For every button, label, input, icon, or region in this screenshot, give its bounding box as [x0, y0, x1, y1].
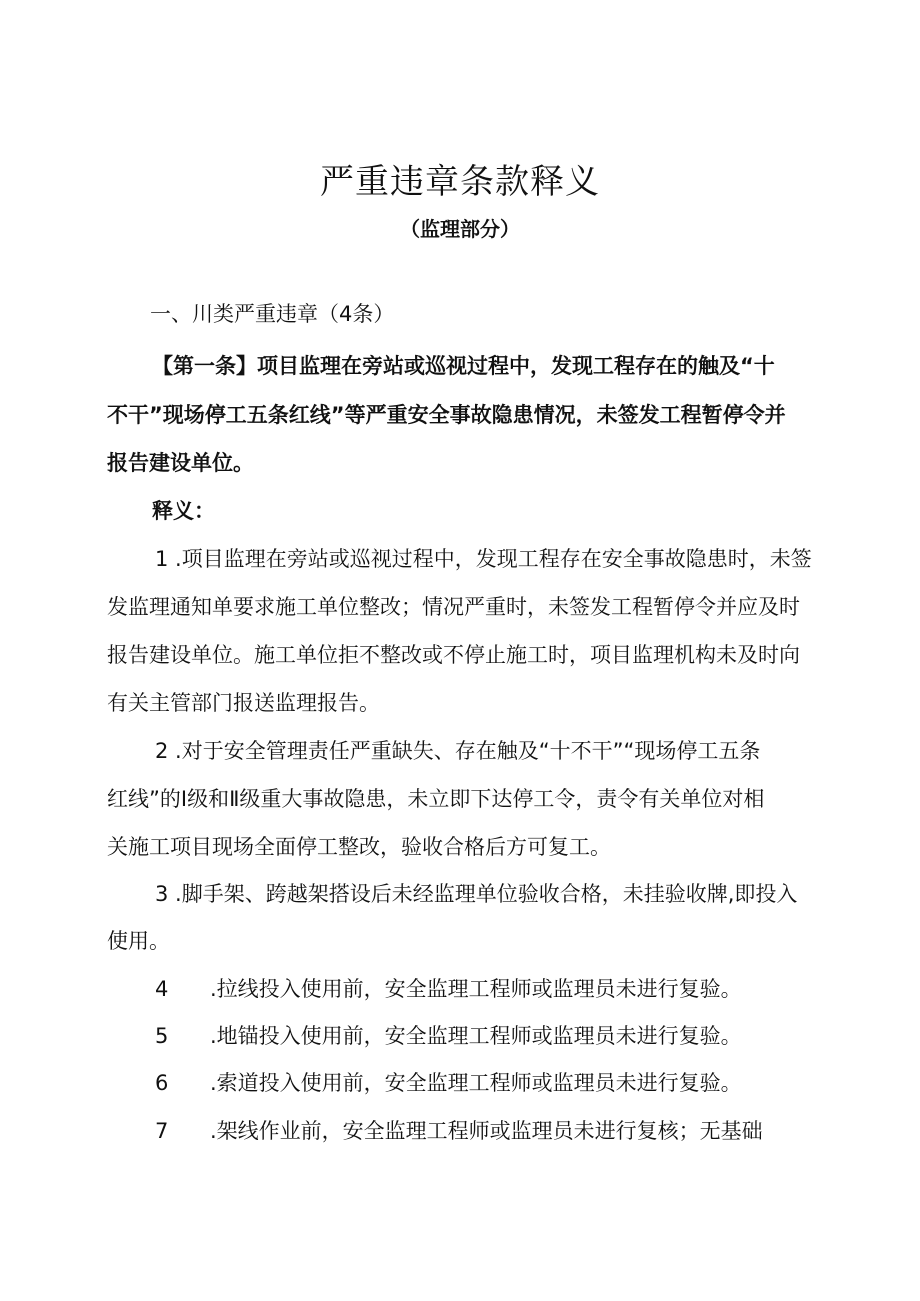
page-title: 严重违章条款释义 [320, 162, 600, 202]
article-line: 报告建设单位。 [107, 451, 254, 475]
article-line: 不干”现场停工五条红线”等严重安全事故隐患情况，未签发工程暂停令并 [107, 403, 786, 427]
short-item [155, 1022, 742, 1051]
item-text: .地锚投入使用前，安全监理工程师或监理员未进行复验。 [210, 1024, 742, 1048]
item-line: 使用。 [107, 929, 170, 953]
section-heading: 一、川类严重违章（4条） [150, 302, 395, 326]
item-line: 关施工项目现场全面停工整改，验收合格后方可复工。 [107, 835, 611, 859]
item-text: .拉线投入使用前，安全监理工程师或监理员未进行复验。 [210, 977, 742, 1001]
item-line: 报告建设单位。施工单位拒不整改或不停止施工时，项目监理机构未及时向 [107, 643, 800, 667]
item-number: 7 [155, 1119, 169, 1143]
explanation-label: 释义： [152, 499, 215, 523]
short-item [155, 1069, 742, 1098]
item-line: 有关主管部门报送监理报告。 [107, 691, 380, 715]
item-number: 4 [155, 977, 169, 1001]
item-number: 5 [155, 1024, 169, 1048]
item-line: 1 .项目监理在旁站或巡视过程中，发现工程存在安全事故隐患时，未签 [155, 547, 812, 571]
item-line: 红线”的Ⅰ级和Ⅱ级重大事故隐患，未立即下达停工令，责令有关单位对相 [107, 787, 765, 811]
short-item [155, 1117, 763, 1146]
item-line: 2 .对于安全管理责任严重缺失、存在触及“十不干”“现场停工五条 [155, 739, 761, 763]
item-text: .架线作业前，安全监理工程师或监理员未进行复核；无基础 [210, 1119, 763, 1143]
short-item [155, 975, 742, 1004]
article-line: 【第一条】项目监理在旁站或巡视过程中，发现工程存在的触及“十 [152, 354, 775, 378]
item-text: .索道投入使用前，安全监理工程师或监理员未进行复验。 [210, 1071, 742, 1095]
item-line: 发监理通知单要求施工单位整改；情况严重时，未签发工程暂停令并应及时 [107, 595, 800, 619]
page-subtitle: （监理部分） [400, 217, 520, 241]
item-number: 6 [155, 1071, 169, 1095]
item-line: 3 .脚手架、跨越架搭设后未经监理单位验收合格，未挂验收牌,即投入 [155, 882, 798, 906]
